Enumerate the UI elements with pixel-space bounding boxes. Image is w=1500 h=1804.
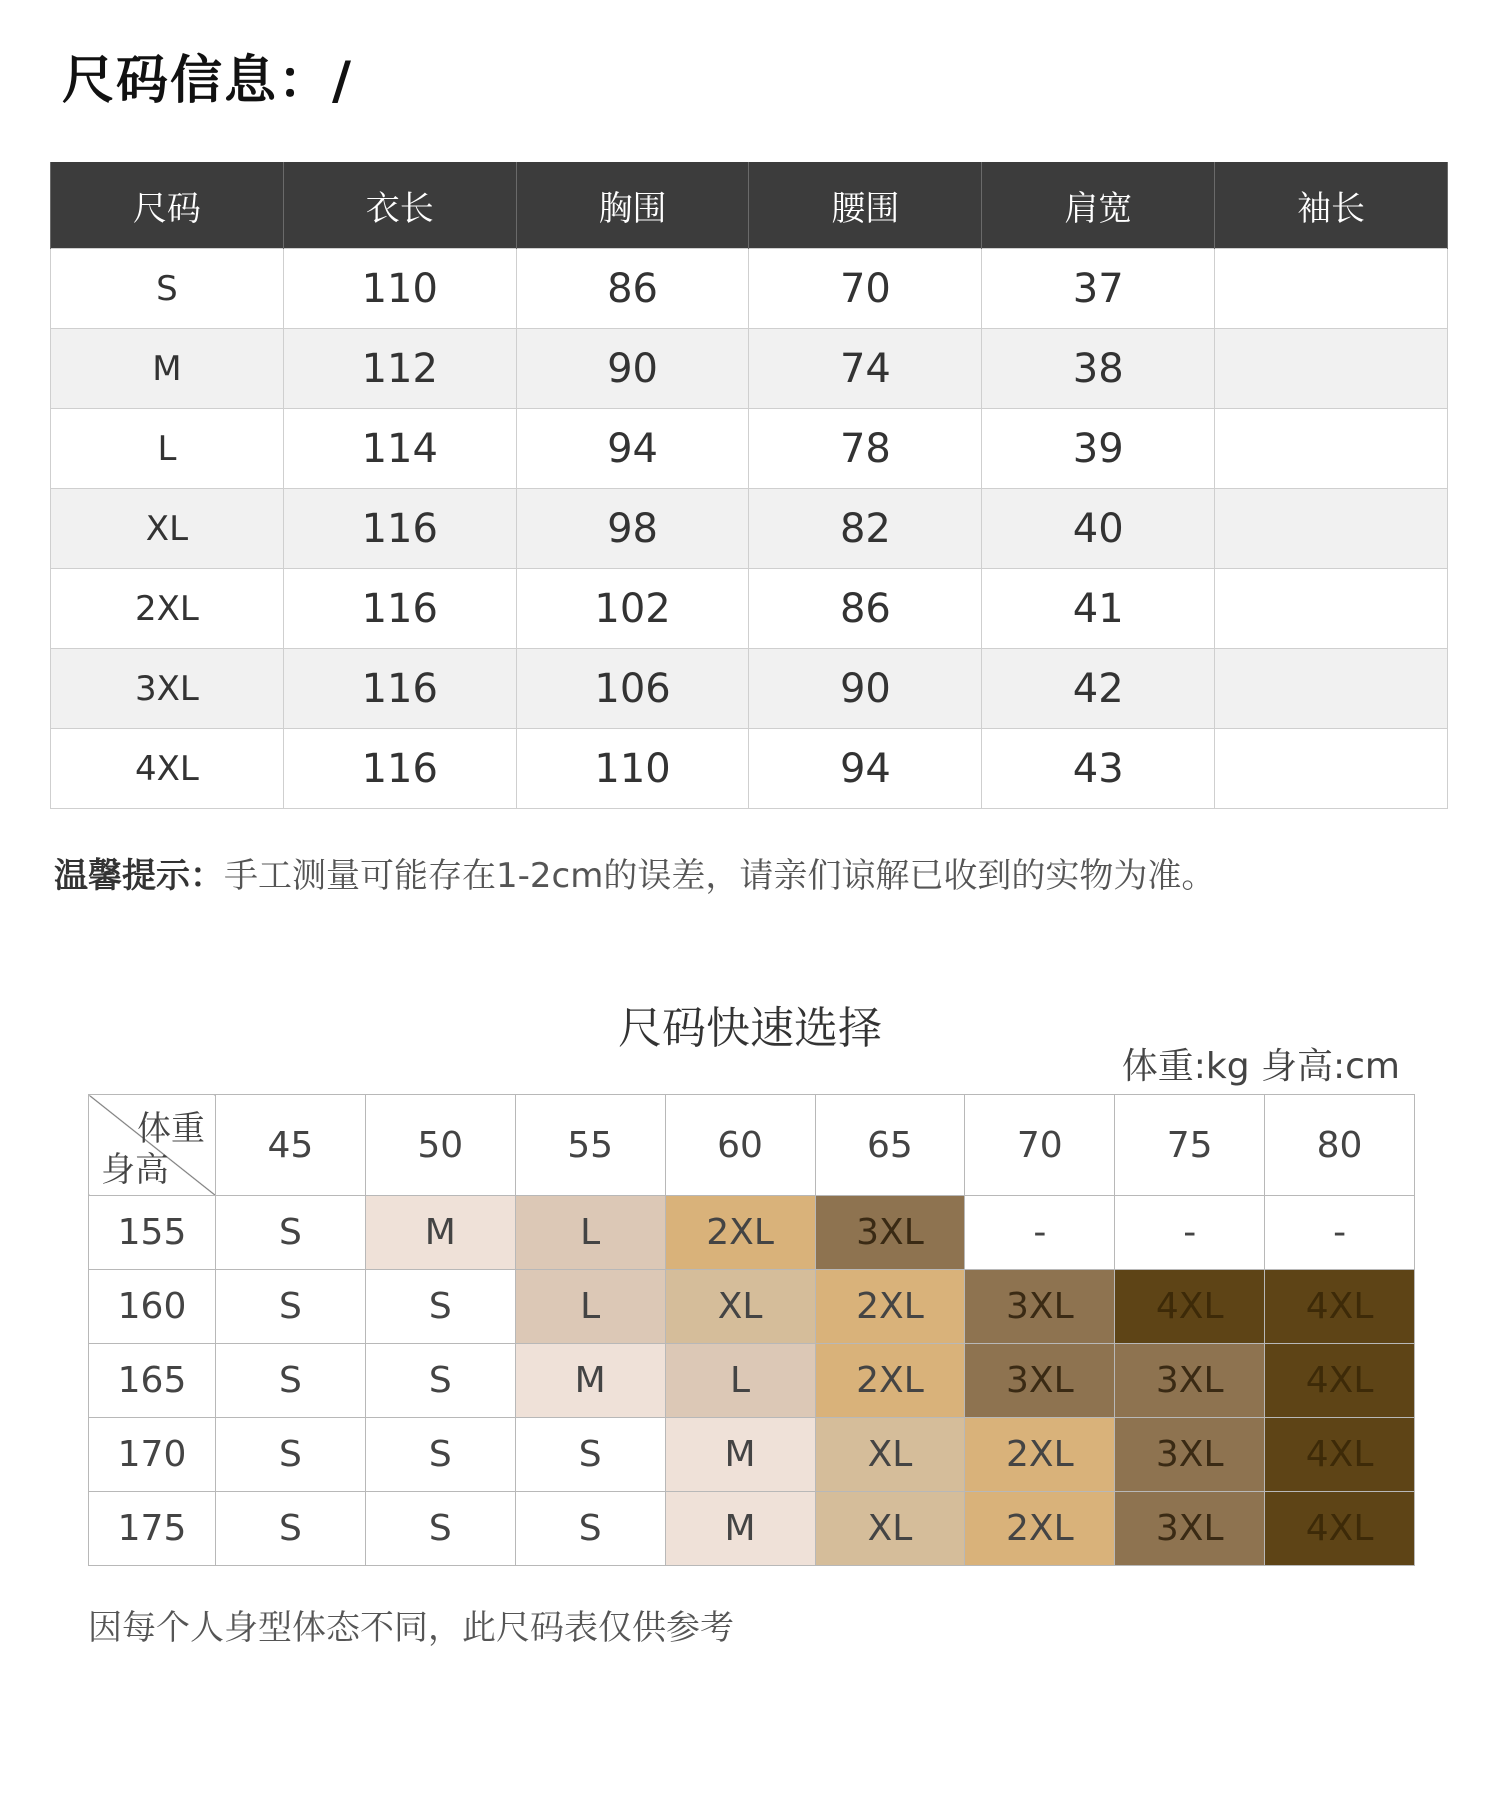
- weight-header-cell: 70: [965, 1095, 1115, 1196]
- size-table-cell: 90: [749, 649, 982, 729]
- size-recommendation-cell: S: [216, 1492, 366, 1566]
- corner-header-cell: [89, 1095, 216, 1196]
- size-recommendation-cell: 2XL: [815, 1344, 965, 1418]
- size-recommendation-cell: 3XL: [1115, 1492, 1265, 1566]
- size-table-cell: 98: [516, 489, 749, 569]
- size-table-cell: 94: [749, 729, 982, 809]
- size-recommendation-cell: S: [365, 1492, 515, 1566]
- size-recommendation-cell: 4XL: [1265, 1344, 1415, 1418]
- size-table-cell: L: [51, 409, 284, 489]
- size-table-row: [51, 649, 1448, 729]
- height-cell: 165: [89, 1344, 216, 1418]
- size-table-row: [51, 729, 1448, 809]
- height-cell: 160: [89, 1270, 216, 1344]
- size-table-cell: 116: [283, 649, 516, 729]
- size-table-header: 腰围: [749, 162, 982, 249]
- size-table-cell: [1215, 489, 1448, 569]
- reference-note: 因每个人身型体态不同，此尺码表仅供参考: [88, 1608, 734, 1648]
- size-table-cell: 114: [283, 409, 516, 489]
- size-recommendation-cell: M: [515, 1344, 665, 1418]
- size-recommendation-cell: 3XL: [1115, 1418, 1265, 1492]
- size-table-cell: 90: [516, 329, 749, 409]
- size-recommendation-cell: 3XL: [965, 1344, 1115, 1418]
- quick-select-table: [88, 1094, 1415, 1566]
- size-table-cell: [1215, 729, 1448, 809]
- size-table-cell: 41: [982, 569, 1215, 649]
- size-table-cell: 86: [516, 249, 749, 329]
- height-row: [89, 1270, 1415, 1344]
- size-recommendation-cell: S: [216, 1418, 366, 1492]
- height-row: [89, 1492, 1415, 1566]
- weight-header-cell: 60: [665, 1095, 815, 1196]
- size-table-cell: 102: [516, 569, 749, 649]
- size-table-cell: S: [51, 249, 284, 329]
- size-table-cell: 106: [516, 649, 749, 729]
- size-table-cell: XL: [51, 489, 284, 569]
- height-cell: 170: [89, 1418, 216, 1492]
- size-recommendation-cell: XL: [815, 1492, 965, 1566]
- size-table-cell: M: [51, 329, 284, 409]
- size-recommendation-cell: S: [515, 1418, 665, 1492]
- height-row: [89, 1196, 1415, 1270]
- size-recommendation-cell: XL: [665, 1270, 815, 1344]
- size-table-cell: 42: [982, 649, 1215, 729]
- size-recommendation-cell: 2XL: [665, 1196, 815, 1270]
- weight-header-cell: 55: [515, 1095, 665, 1196]
- size-recommendation-cell: 4XL: [1265, 1418, 1415, 1492]
- size-recommendation-cell: L: [515, 1196, 665, 1270]
- size-table-cell: 116: [283, 489, 516, 569]
- weight-header-cell: 50: [365, 1095, 515, 1196]
- size-table-row: [51, 249, 1448, 329]
- size-table-cell: 40: [982, 489, 1215, 569]
- size-recommendation-cell: 2XL: [965, 1418, 1115, 1492]
- size-table-cell: 3XL: [51, 649, 284, 729]
- height-cell: 155: [89, 1196, 216, 1270]
- units-label: 体重:kg 身高:cm: [1121, 1046, 1400, 1087]
- size-table-header: 尺码: [51, 162, 284, 249]
- size-table-header: 衣长: [283, 162, 516, 249]
- size-table-cell: [1215, 329, 1448, 409]
- weight-header-cell: 75: [1115, 1095, 1265, 1196]
- size-recommendation-cell: -: [965, 1196, 1115, 1270]
- size-recommendation-cell: -: [1265, 1196, 1415, 1270]
- weight-axis-label: 体重: [137, 1109, 205, 1149]
- size-table-cell: 116: [283, 729, 516, 809]
- size-table-header: 肩宽: [982, 162, 1215, 249]
- tip-text: 手工测量可能存在1-2cm的误差，请亲们谅解已收到的实物为准。: [224, 856, 1216, 896]
- size-recommendation-cell: S: [216, 1270, 366, 1344]
- size-table-cell: [1215, 649, 1448, 729]
- weight-header-cell: 80: [1265, 1095, 1415, 1196]
- size-recommendation-cell: L: [665, 1344, 815, 1418]
- size-recommendation-cell: S: [216, 1196, 366, 1270]
- size-recommendation-cell: 4XL: [1115, 1270, 1265, 1344]
- size-recommendation-cell: S: [365, 1418, 515, 1492]
- size-info-table: [50, 162, 1448, 809]
- size-table-cell: 43: [982, 729, 1215, 809]
- size-table-cell: 86: [749, 569, 982, 649]
- size-recommendation-cell: 3XL: [815, 1196, 965, 1270]
- measurement-tip: [54, 848, 1215, 897]
- size-table-cell: 74: [749, 329, 982, 409]
- size-table-header: 袖长: [1215, 162, 1448, 249]
- size-recommendation-cell: S: [515, 1492, 665, 1566]
- size-table-cell: 110: [516, 729, 749, 809]
- size-table-row: [51, 409, 1448, 489]
- height-row: [89, 1344, 1415, 1418]
- size-table-cell: 37: [982, 249, 1215, 329]
- size-recommendation-cell: S: [365, 1270, 515, 1344]
- size-recommendation-cell: 3XL: [965, 1270, 1115, 1344]
- size-table-row: [51, 329, 1448, 409]
- size-table-cell: 82: [749, 489, 982, 569]
- height-cell: 175: [89, 1492, 216, 1566]
- size-table-cell: [1215, 409, 1448, 489]
- size-recommendation-cell: XL: [815, 1418, 965, 1492]
- size-recommendation-cell: 2XL: [815, 1270, 965, 1344]
- page-title: 尺码信息：/: [62, 51, 353, 111]
- size-table-cell: 39: [982, 409, 1215, 489]
- size-recommendation-cell: 3XL: [1115, 1344, 1265, 1418]
- size-recommendation-cell: S: [365, 1344, 515, 1418]
- size-table-cell: 78: [749, 409, 982, 489]
- quick-select-title: 尺码快速选择: [618, 1003, 882, 1054]
- size-table-header-row: [51, 162, 1448, 249]
- size-recommendation-cell: M: [365, 1196, 515, 1270]
- weight-header-cell: 65: [815, 1095, 965, 1196]
- height-axis-label: 身高: [101, 1150, 169, 1190]
- size-table-cell: 112: [283, 329, 516, 409]
- size-table-cell: 116: [283, 569, 516, 649]
- size-table-row: [51, 489, 1448, 569]
- size-table-cell: 4XL: [51, 729, 284, 809]
- size-recommendation-cell: 4XL: [1265, 1270, 1415, 1344]
- height-row: [89, 1418, 1415, 1492]
- weight-header-cell: 45: [216, 1095, 366, 1196]
- size-table-row: [51, 569, 1448, 649]
- size-table-cell: 110: [283, 249, 516, 329]
- size-table-cell: 94: [516, 409, 749, 489]
- size-table-header: 胸围: [516, 162, 749, 249]
- size-recommendation-cell: -: [1115, 1196, 1265, 1270]
- tip-label: 温馨提示：: [54, 856, 224, 896]
- size-recommendation-cell: 4XL: [1265, 1492, 1415, 1566]
- size-recommendation-cell: S: [216, 1344, 366, 1418]
- size-table-cell: [1215, 569, 1448, 649]
- size-table-cell: 38: [982, 329, 1215, 409]
- size-recommendation-cell: L: [515, 1270, 665, 1344]
- size-table-cell: 70: [749, 249, 982, 329]
- size-table-cell: [1215, 249, 1448, 329]
- size-recommendation-cell: M: [665, 1492, 815, 1566]
- size-table-cell: 2XL: [51, 569, 284, 649]
- weight-header-row: [89, 1095, 1415, 1196]
- size-recommendation-cell: M: [665, 1418, 815, 1492]
- size-recommendation-cell: 2XL: [965, 1492, 1115, 1566]
